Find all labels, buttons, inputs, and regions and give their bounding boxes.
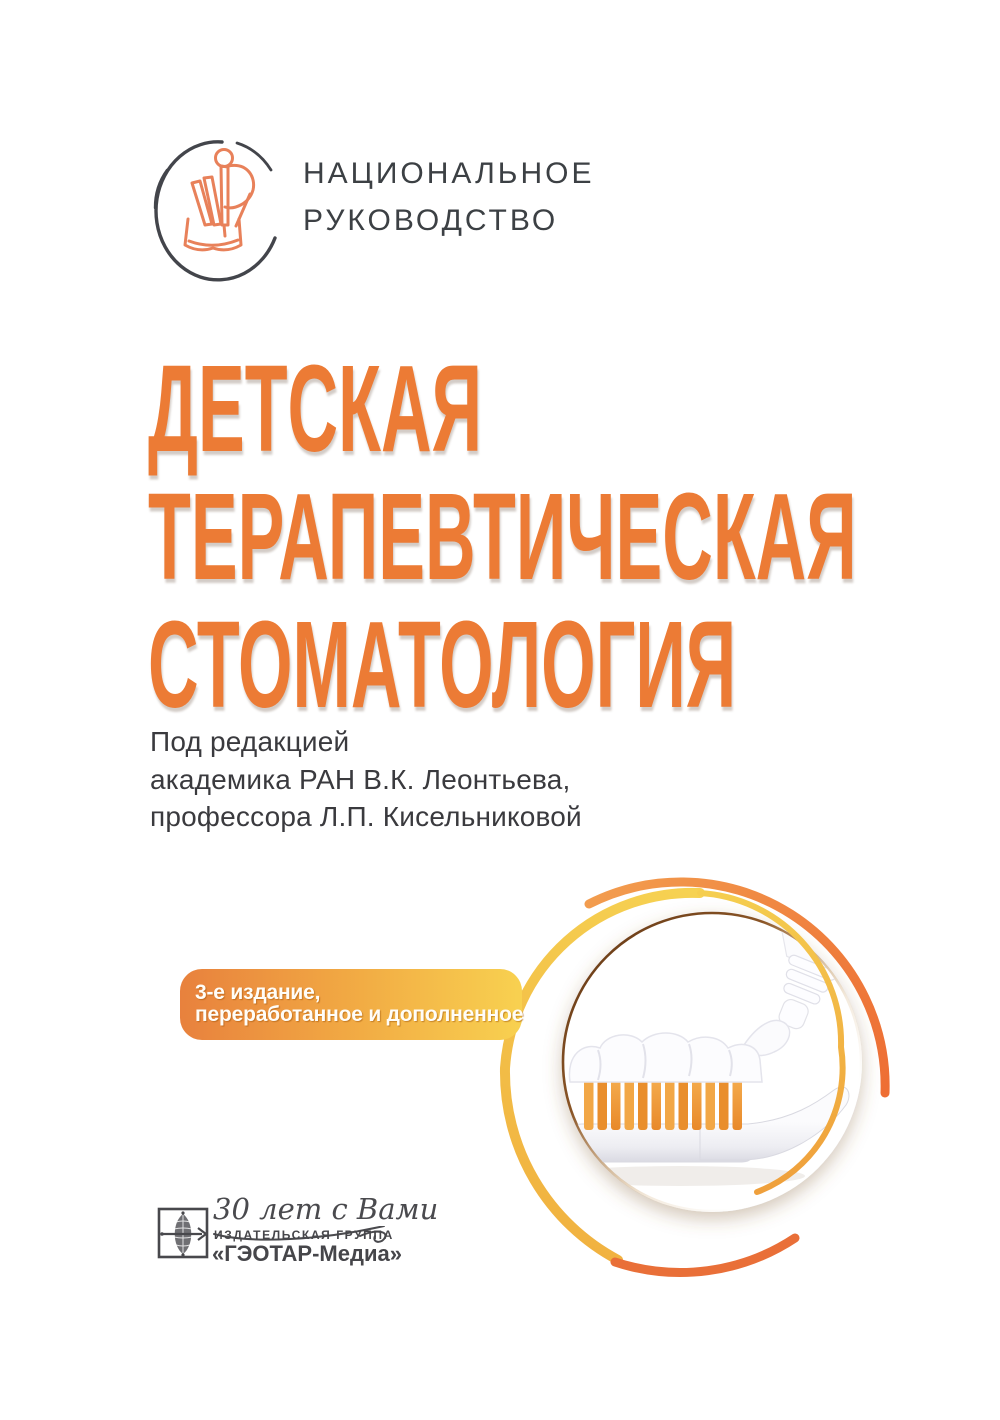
edition-badge — [180, 969, 522, 1040]
series-line-2: РУКОВОДСТВО — [303, 204, 559, 237]
title-line-1: ДЕТСКАЯ — [148, 341, 482, 478]
publisher-name: «ГЭОТАР-Медиа» — [212, 1241, 402, 1266]
edition-badge-line-2: переработанное и дополненное — [195, 1003, 524, 1026]
editors-line-3: профессора Л.П. Кисельниковой — [150, 801, 582, 832]
editors-line-2: академика РАН В.К. Леонтьева, — [150, 763, 571, 795]
edition-badge-line-1: 3-е издание, — [195, 981, 321, 1004]
editors-line-1: Под редакцией — [150, 726, 350, 757]
series-line-1: НАЦИОНАЛЬНОЕ — [303, 157, 595, 190]
deep-orange-tail-arc — [615, 1238, 795, 1273]
title-line-3: СТОМАТОЛОГИЯ — [148, 597, 737, 734]
publisher-group-label: ИЗДАТЕЛЬСКАЯ ГРУППА — [214, 1228, 394, 1242]
anniversary-script: 30 лет с Вами — [213, 1192, 439, 1226]
title-line-2: ТЕРАПЕВТИЧЕСКАЯ — [148, 469, 857, 606]
